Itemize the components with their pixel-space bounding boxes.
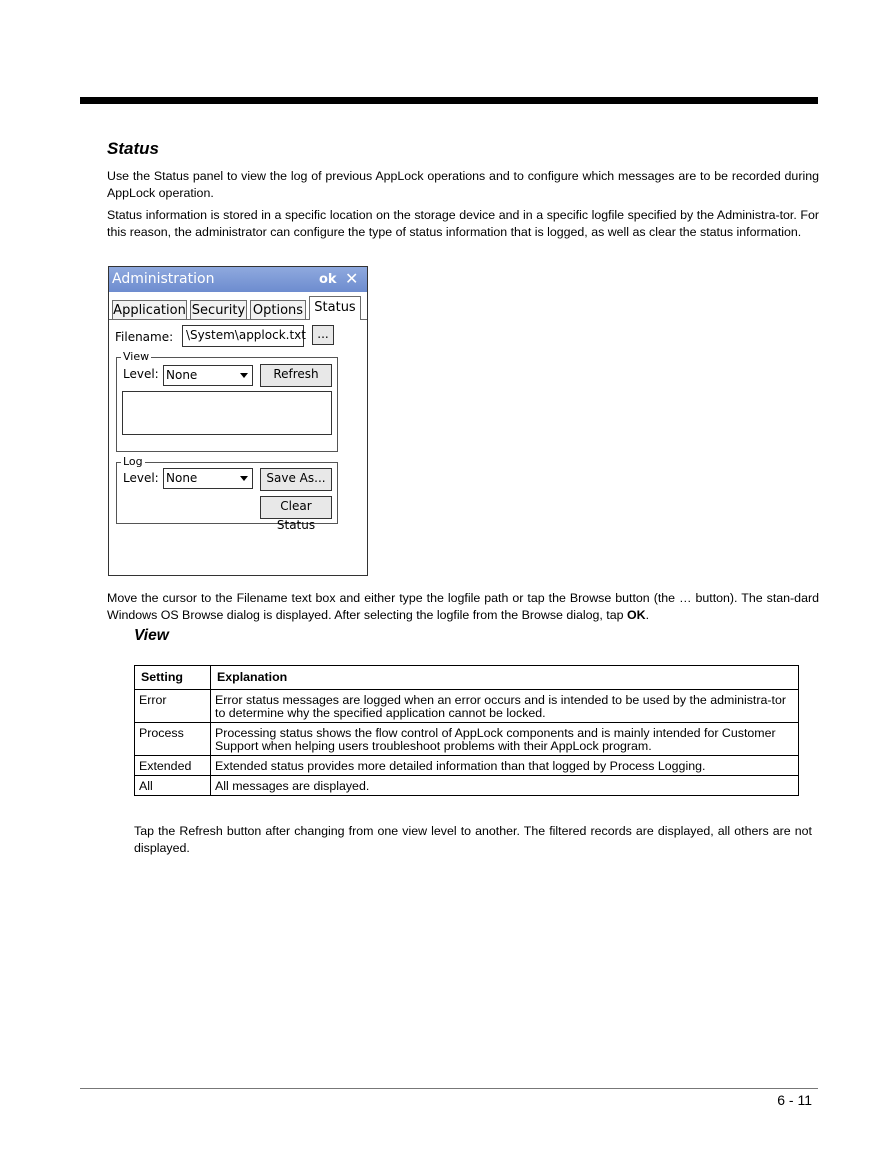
log-level-value: None — [166, 471, 198, 485]
tab-security[interactable]: Security — [190, 300, 247, 319]
explanation-cell: Error status messages are logged when an error occurs and is intended to be used by the administra-tor to determine why the specified application cannot be locked. — [211, 690, 799, 723]
view-settings-table — [134, 665, 799, 796]
column-header-explanation: Explanation — [211, 666, 799, 690]
view-subsection-title: View — [134, 627, 169, 644]
table-row — [135, 756, 799, 776]
browse-instructions-text: Move the cursor to the Filename text box and either type the logfile path or tap the Browse button (the … button). The stan-dard Windows OS Browse dialog is displayed. After selecting the logfile from the Browse dialog, tap — [107, 591, 819, 622]
page-number: 6 - 11 — [777, 1092, 812, 1108]
view-level-select[interactable] — [163, 365, 253, 386]
filename-input[interactable]: \System\applock.txt — [182, 325, 304, 347]
refresh-button[interactable]: Refresh — [260, 364, 332, 387]
setting-cell: Process — [135, 723, 211, 756]
intro-paragraph-1: Use the Status panel to view the log of previous AppLock operations and to configure which messages are to be recorded during AppLock operation. — [107, 169, 819, 200]
bottom-rule — [80, 1088, 818, 1089]
table-row — [135, 723, 799, 756]
administration-dialog — [108, 266, 368, 576]
explanation-cell: All messages are displayed. — [211, 776, 799, 796]
clear-status-button[interactable]: Clear Status — [260, 496, 332, 519]
tab-options[interactable]: Options — [250, 300, 306, 319]
setting-cell: Error — [135, 690, 211, 723]
table-row — [135, 690, 799, 723]
browse-instructions — [107, 590, 819, 623]
log-level-label: Level: — [123, 471, 159, 485]
ok-emphasis: OK — [626, 607, 646, 622]
view-group — [116, 350, 338, 452]
filename-label: Filename: — [115, 330, 174, 344]
log-group — [116, 455, 338, 532]
chevron-down-icon — [240, 373, 248, 378]
table-row — [135, 776, 799, 796]
view-level-value: None — [166, 368, 198, 382]
view-group-label: View — [123, 350, 150, 363]
dialog-titlebar — [109, 267, 367, 292]
ok-button[interactable]: ok — [319, 272, 337, 287]
setting-cell: All — [135, 776, 211, 796]
close-icon[interactable]: ✕ — [345, 269, 359, 288]
explanation-cell: Processing status shows the flow control of AppLock components and is mainly intended for Customer Support when helping users troubleshoot problems with their AppLock program. — [211, 723, 799, 756]
table-header-row — [135, 666, 799, 690]
refresh-note: Tap the Refresh button after changing from one view level to another. The filtered records are displayed, all others are not displayed. — [134, 824, 812, 855]
explanation-cell: Extended status provides more detailed information than that logged by Process Logging. — [211, 756, 799, 776]
log-group-label: Log — [123, 455, 143, 468]
browse-instructions-end: . — [645, 607, 650, 622]
view-level-label: Level: — [123, 367, 159, 381]
tab-application[interactable]: Application — [112, 300, 187, 319]
intro-paragraph-2: Status information is stored in a specific location on the storage device and in a specific logfile specified by the Administra-tor. For this reason, the administrator can configure the type of status information that is logged, as well as clear the status information. — [107, 208, 819, 239]
setting-cell: Extended — [135, 756, 211, 776]
column-header-setting: Setting — [135, 666, 211, 690]
dialog-body — [109, 292, 367, 575]
browse-button[interactable]: ... — [312, 325, 334, 345]
chevron-down-icon — [240, 476, 248, 481]
section-title: Status — [107, 139, 159, 158]
status-log-list[interactable] — [122, 391, 332, 435]
dialog-title: Administration — [112, 271, 215, 287]
top-rule — [80, 97, 818, 104]
tab-status[interactable]: Status — [309, 296, 361, 320]
log-level-select[interactable] — [163, 468, 253, 489]
save-as-button[interactable]: Save As... — [260, 468, 332, 491]
